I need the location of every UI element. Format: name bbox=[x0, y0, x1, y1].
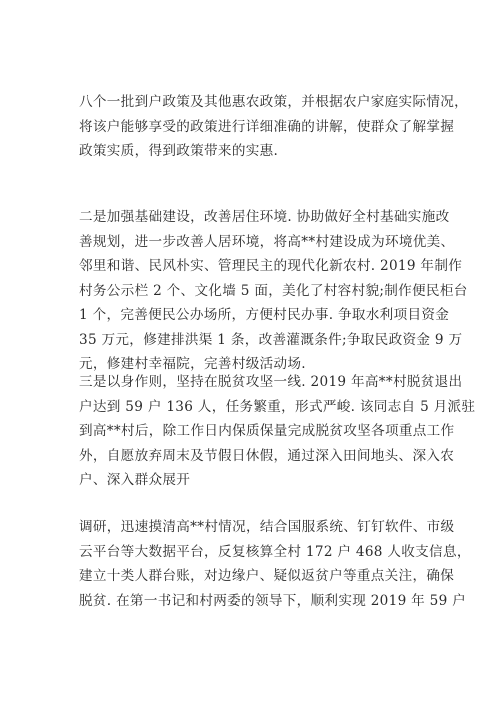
paragraph-2 bbox=[79, 205, 468, 377]
text-line: 善规划，进一步改善人居环境，将高**村建设成为环境优美、 bbox=[79, 233, 455, 250]
text-line: 元，修建村幸福院，完善村级活动场. bbox=[79, 356, 306, 372]
text-line: 到高**村后，除工作日内保质保量完成脱贫攻坚各项重点工作 bbox=[79, 423, 455, 439]
text-line: 1 个，完善便民公办场所，方便村民办事. 争取水利项目资金 bbox=[79, 307, 450, 323]
text-line: 八个一批到户政策及其他惠农政策，并根据农户家庭实际情况， bbox=[79, 94, 469, 110]
text-line: 邻里和谐、民风朴实、管理民主的现代化新农村. 2019 年制作 bbox=[79, 258, 463, 274]
text-line: 政策实质，得到政策带来的实惠. bbox=[79, 143, 279, 159]
text-line: 脱贫. 在第一书记和村两委的领导下，顺利实现 2019 年 59 户 bbox=[79, 592, 467, 609]
text-line: 二是加强基础建设，改善居住环境. 协助做好全村基础实施改 bbox=[79, 209, 450, 225]
text-line: 35 万元，修建排洪渠 1 条，改善灌溉条件;争取民政资金 9 万 bbox=[79, 331, 463, 348]
paragraph-1 bbox=[79, 90, 469, 164]
text-line: 外，自愿放弃周末及节假日休假，通过深入田间地头、深入农 bbox=[79, 447, 455, 464]
text-line: 户、深入群众展开 bbox=[79, 472, 191, 488]
text-line: 建立十类人群台账，对边缘户、疑似返贫户等重点关注，确保 bbox=[79, 568, 455, 584]
text-line: 户达到 59 户 136 人，任务繁重，形式严峻. 该同志自 5 月派驻 bbox=[79, 398, 476, 415]
paragraph-3 bbox=[79, 370, 476, 493]
text-line: 将该户能够享受的政策进行详细准确的讲解，使群众了解掌握 bbox=[79, 118, 455, 135]
text-line: 调研，迅速摸清高**村情况，结合国服系统、钉钉软件、市级 bbox=[79, 519, 455, 535]
text-line: 三是以身作则，坚持在脱贫攻坚一线. 2019 年高**村脱贫退出 bbox=[79, 374, 463, 390]
text-line: 村务公示栏 2 个、文化墙 5 面，美化了村容村貌;制作便民柜台 bbox=[79, 282, 468, 299]
paragraph-4 bbox=[79, 515, 471, 613]
text-line: 云平台等大数据平台，反复核算全村 172 户 468 人收支信息， bbox=[79, 543, 471, 560]
